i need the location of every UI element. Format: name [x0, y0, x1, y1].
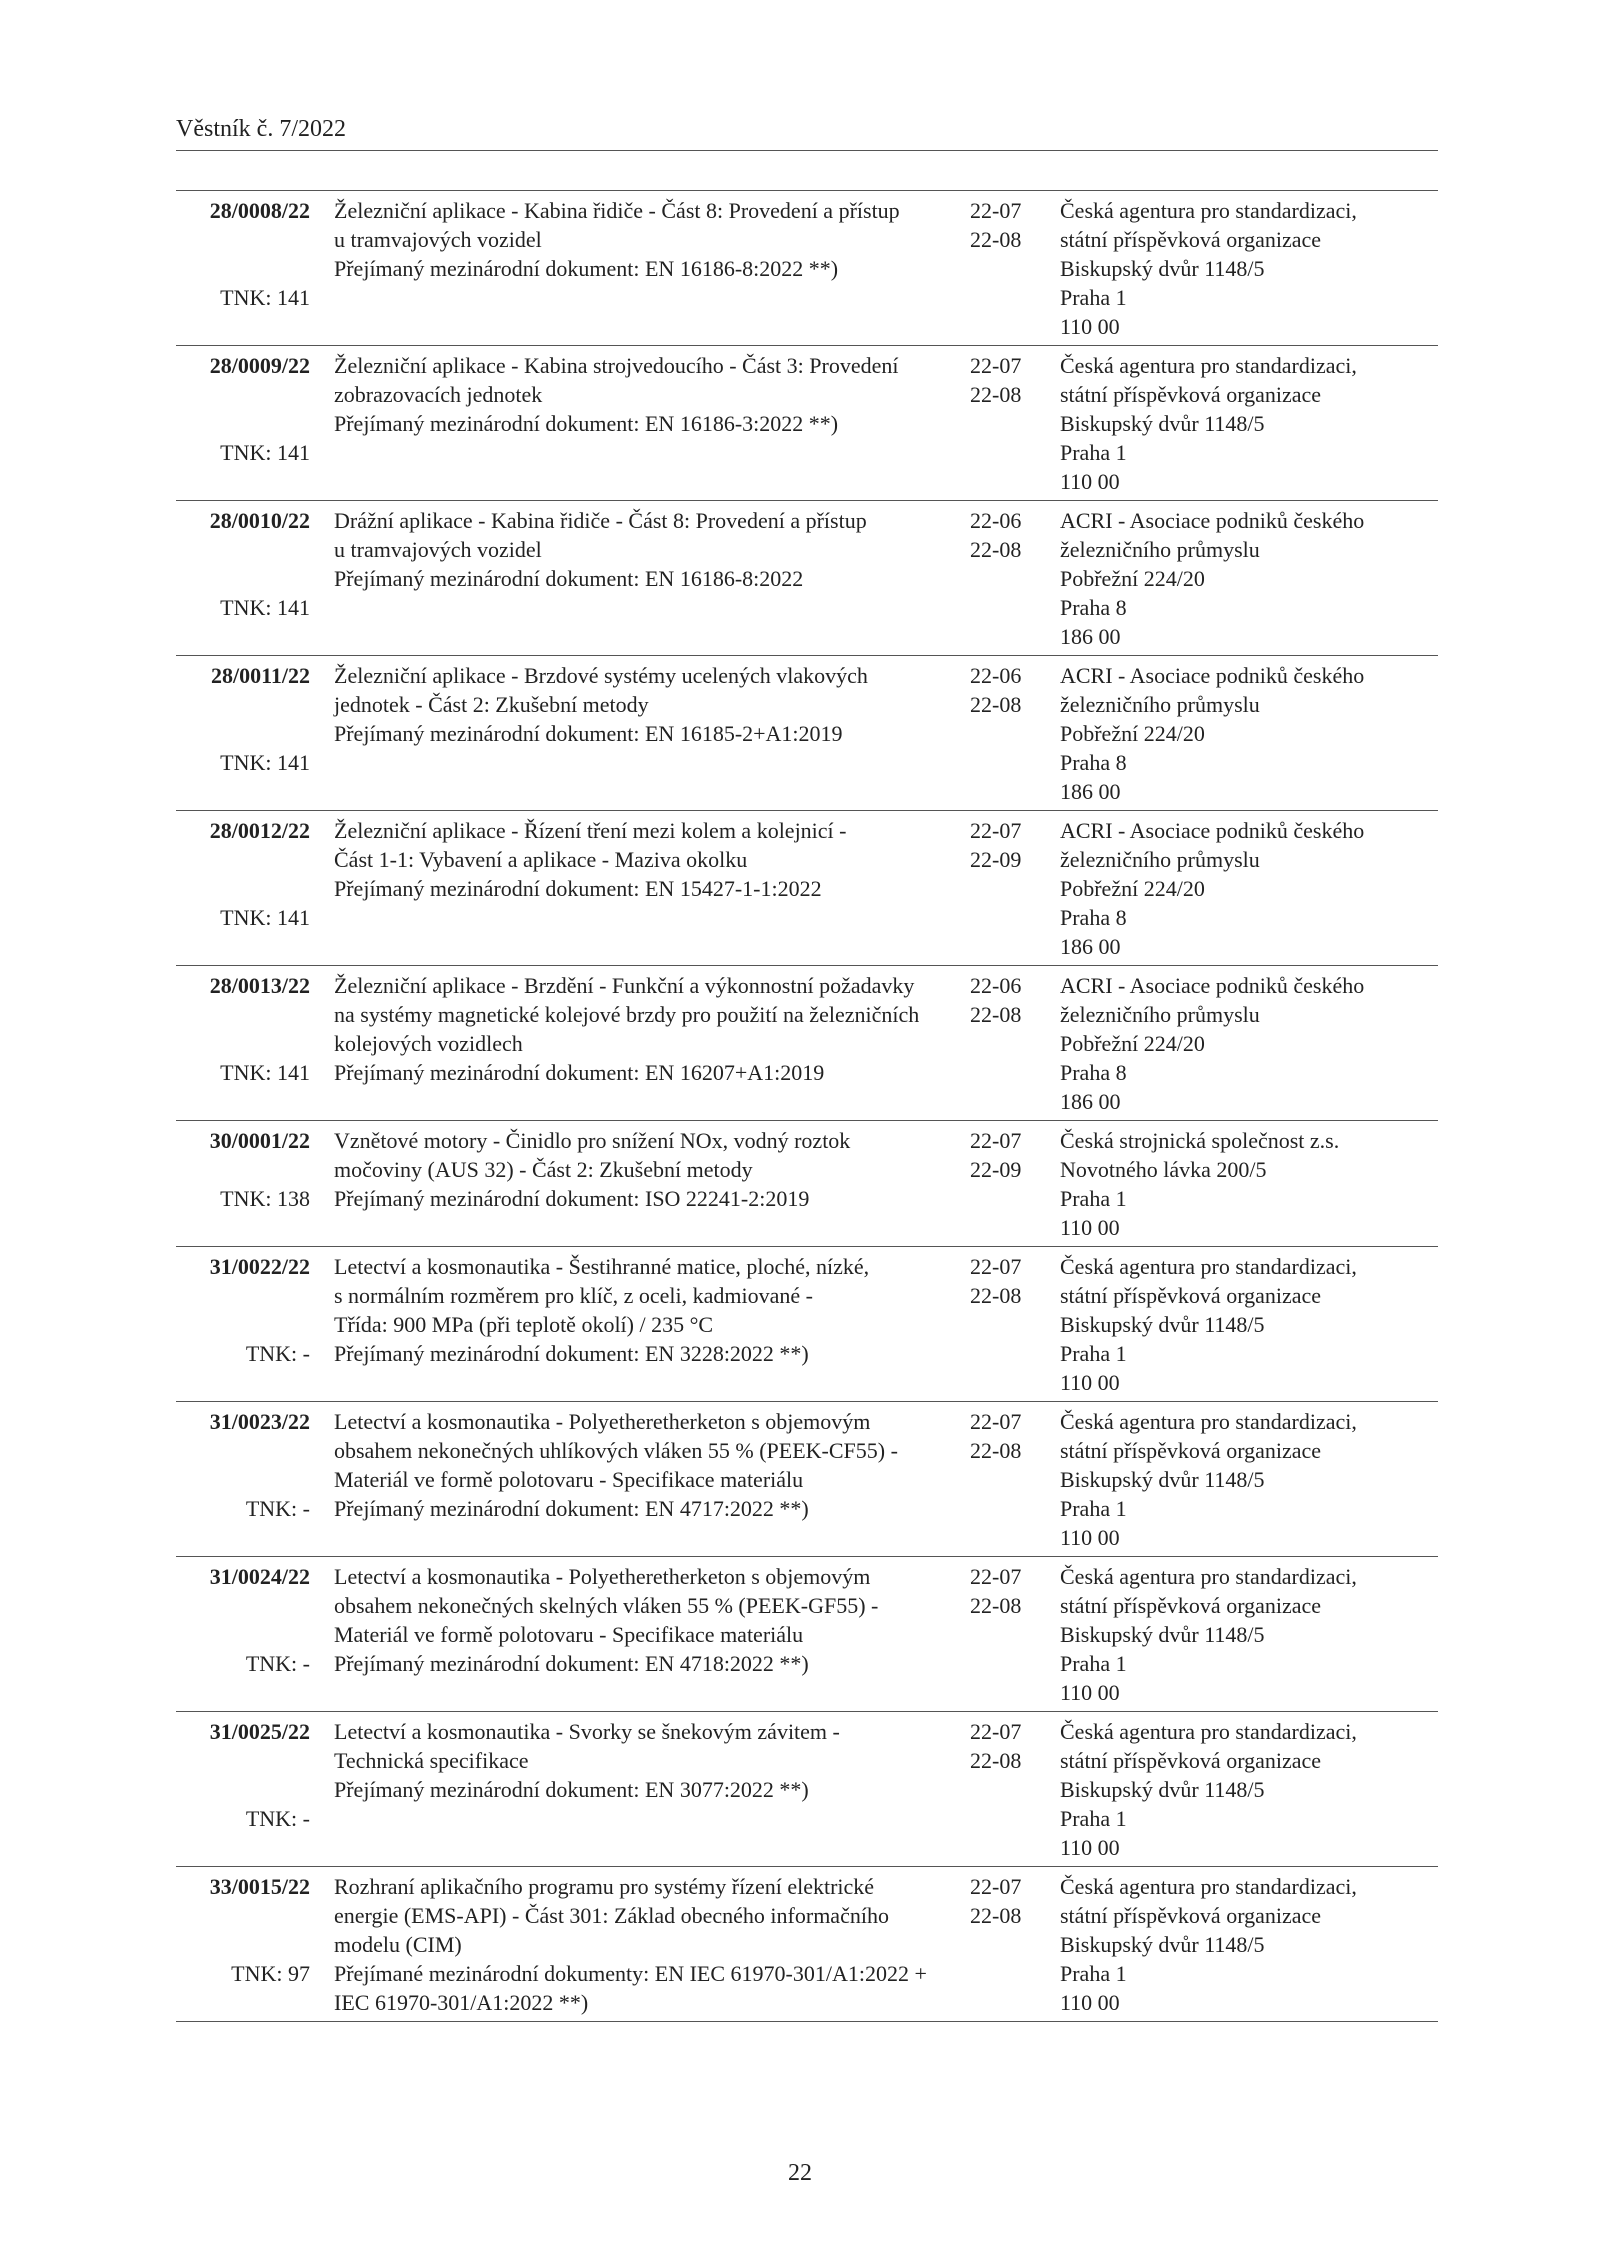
table-row	[176, 501, 1438, 656]
record-id-cell	[176, 1407, 314, 1552]
organization-line: Praha 1	[1060, 1186, 1127, 1211]
organization-line: železničního průmyslu	[1060, 847, 1260, 872]
title-line: obsahem nekonečných skelných vláken 55 % (PEEK-GF55) -	[334, 1593, 879, 1618]
organization-cell	[1060, 1872, 1438, 2017]
title-line: energie (EMS-API) - Část 301: Základ obecného informačního	[334, 1903, 889, 1928]
organization-line: železničního průmyslu	[1060, 537, 1260, 562]
title-line: Přejímaný mezinárodní dokument: EN 15427-1-1:2022	[334, 876, 822, 901]
organization-line: Česká agentura pro standardizaci,	[1060, 1254, 1357, 1279]
title-line: u tramvajových vozidel	[334, 227, 542, 252]
dates-cell	[970, 661, 1052, 806]
dates-cell	[970, 196, 1052, 341]
organization-cell	[1060, 1252, 1438, 1397]
organization-line: 186 00	[1060, 1089, 1121, 1114]
record-id-cell	[176, 1562, 314, 1707]
date-value: 22-07	[970, 1254, 1022, 1279]
title-cell	[334, 1126, 934, 1242]
date-value: 22-07	[970, 353, 1022, 378]
title-line: Přejímaný mezinárodní dokument: EN 16186-3:2022 **)	[334, 411, 839, 436]
record-number: 31/0023/22	[209, 1409, 310, 1434]
title-line: Přejímané mezinárodní dokumenty: EN IEC 61970-301/A1:2022 +	[334, 1961, 927, 1986]
organization-cell	[1060, 1126, 1438, 1242]
table-row	[176, 656, 1438, 811]
record-id-cell	[176, 196, 314, 341]
record-number: 31/0025/22	[209, 1719, 310, 1744]
title-line: u tramvajových vozidel	[334, 537, 542, 562]
page-header: Věstník č. 7/2022	[176, 114, 1438, 151]
organization-cell	[1060, 816, 1438, 961]
title-cell	[334, 1252, 934, 1397]
organization-line: Praha 1	[1060, 1961, 1127, 1986]
organization-line: Česká agentura pro standardizaci,	[1060, 198, 1357, 223]
title-line: obsahem nekonečných uhlíkových vláken 55 % (PEEK-CF55) -	[334, 1438, 898, 1463]
dates-cell	[970, 1717, 1052, 1862]
title-line: kolejových vozidlech	[334, 1031, 523, 1056]
record-id-cell	[176, 351, 314, 496]
record-number: 31/0024/22	[209, 1564, 310, 1589]
organization-line: ACRI - Asociace podniků českého	[1060, 508, 1365, 533]
organization-line: ACRI - Asociace podniků českého	[1060, 973, 1365, 998]
title-line: Přejímaný mezinárodní dokument: EN 16186-8:2022 **)	[334, 256, 839, 281]
date-value: 22-09	[970, 1157, 1022, 1182]
title-line: Železniční aplikace - Brzdění - Funkční a výkonnostní požadavky	[334, 973, 915, 998]
title-line: Letectví a kosmonautika - Šestihranné matice, ploché, nízké,	[334, 1254, 870, 1279]
title-line: Letectví a kosmonautika - Polyetheretherketon s objemovým	[334, 1409, 871, 1434]
title-line: Letectví a kosmonautika - Svorky se šnekovým závitem -	[334, 1719, 840, 1744]
date-value: 22-07	[970, 818, 1022, 843]
organization-line: 110 00	[1060, 1525, 1120, 1550]
record-id-cell	[176, 1717, 314, 1862]
organization-line: Praha 1	[1060, 1651, 1127, 1676]
organization-cell	[1060, 351, 1438, 496]
title-cell	[334, 506, 934, 651]
date-value: 22-07	[970, 1564, 1022, 1589]
organization-line: Česká agentura pro standardizaci,	[1060, 1564, 1357, 1589]
title-line: IEC 61970-301/A1:2022 **)	[334, 1990, 589, 2015]
date-value: 22-07	[970, 1409, 1022, 1434]
record-number: 28/0008/22	[209, 198, 310, 223]
title-line: Část 1-1: Vybavení a aplikace - Maziva okolku	[334, 847, 748, 872]
title-line: Přejímaný mezinárodní dokument: ISO 22241-2:2019	[334, 1186, 810, 1211]
organization-line: státní příspěvková organizace	[1060, 382, 1322, 407]
organization-line: Pobřežní 224/20	[1060, 566, 1205, 591]
date-value: 22-06	[970, 973, 1022, 998]
date-value: 22-08	[970, 1438, 1022, 1463]
title-cell	[334, 1872, 934, 2017]
table-row	[176, 1712, 1438, 1867]
organization-line: Praha 8	[1060, 595, 1127, 620]
title-line: močoviny (AUS 32) - Část 2: Zkušební metody	[334, 1157, 753, 1182]
date-value: 22-06	[970, 508, 1022, 533]
title-line: Materiál ve formě polotovaru - Specifikace materiálu	[334, 1467, 804, 1492]
table-row	[176, 346, 1438, 501]
tnk-label: TNK: 97	[231, 1961, 310, 1986]
organization-cell	[1060, 1717, 1438, 1862]
record-number: 33/0015/22	[209, 1874, 310, 1899]
table-row	[176, 1247, 1438, 1402]
table-row	[176, 811, 1438, 966]
organization-line: 186 00	[1060, 624, 1121, 649]
organization-line: státní příspěvková organizace	[1060, 1593, 1322, 1618]
record-id-cell	[176, 661, 314, 806]
organization-line: 110 00	[1060, 1680, 1120, 1705]
organization-cell	[1060, 971, 1438, 1116]
tnk-label: TNK: 141	[220, 1060, 310, 1085]
title-line: Drážní aplikace - Kabina řidiče - Část 8: Provedení a přístup	[334, 508, 867, 533]
tnk-label: TNK: -	[245, 1496, 310, 1521]
record-number: 30/0001/22	[209, 1128, 310, 1153]
date-value: 22-08	[970, 227, 1022, 252]
record-id-cell	[176, 506, 314, 651]
organization-line: státní příspěvková organizace	[1060, 1903, 1322, 1928]
title-line: zobrazovacích jednotek	[334, 382, 543, 407]
title-cell	[334, 971, 934, 1116]
organization-line: Česká agentura pro standardizaci,	[1060, 1719, 1357, 1744]
organization-line: Pobřežní 224/20	[1060, 876, 1205, 901]
organization-cell	[1060, 1407, 1438, 1552]
title-line: na systémy magnetické kolejové brzdy pro použití na železničních	[334, 1002, 920, 1027]
date-value: 22-08	[970, 1593, 1022, 1618]
tnk-label: TNK: 141	[220, 750, 310, 775]
title-cell	[334, 1562, 934, 1707]
record-id-cell	[176, 816, 314, 961]
organization-line: Praha 8	[1060, 750, 1127, 775]
organization-line: Česká strojnická společnost z.s.	[1060, 1128, 1340, 1153]
date-value: 22-07	[970, 1719, 1022, 1744]
title-line: modelu (CIM)	[334, 1932, 462, 1957]
organization-line: Biskupský dvůr 1148/5	[1060, 1777, 1265, 1802]
title-cell	[334, 661, 934, 806]
organization-line: ACRI - Asociace podniků českého	[1060, 818, 1365, 843]
title-line: s normálním rozměrem pro klíč, z oceli, kadmiované -	[334, 1283, 813, 1308]
title-cell	[334, 1407, 934, 1552]
organization-line: státní příspěvková organizace	[1060, 1748, 1322, 1773]
organization-line: 110 00	[1060, 1215, 1120, 1240]
organization-line: Pobřežní 224/20	[1060, 1031, 1205, 1056]
title-cell	[334, 816, 934, 961]
tnk-label: TNK: 141	[220, 595, 310, 620]
date-value: 22-08	[970, 1002, 1022, 1027]
standards-table	[176, 190, 1438, 2022]
date-value: 22-08	[970, 537, 1022, 562]
organization-line: 110 00	[1060, 314, 1120, 339]
organization-line: 186 00	[1060, 779, 1121, 804]
organization-line: státní příspěvková organizace	[1060, 1438, 1322, 1463]
organization-line: Česká agentura pro standardizaci,	[1060, 353, 1357, 378]
tnk-label: TNK: 141	[220, 285, 310, 310]
tnk-label: TNK: 141	[220, 440, 310, 465]
record-number: 28/0013/22	[209, 973, 310, 998]
dates-cell	[970, 1252, 1052, 1397]
dates-cell	[970, 1407, 1052, 1552]
title-line: Železniční aplikace - Kabina řidiče - Část 8: Provedení a přístup	[334, 198, 900, 223]
date-value: 22-07	[970, 1128, 1022, 1153]
table-row	[176, 191, 1438, 346]
page-number: 22	[788, 2160, 812, 2186]
date-value: 22-07	[970, 198, 1022, 223]
organization-line: Praha 8	[1060, 905, 1127, 930]
organization-line: 110 00	[1060, 1990, 1120, 2015]
organization-line: 110 00	[1060, 1835, 1120, 1860]
title-line: Přejímaný mezinárodní dokument: EN 3077:2022 **)	[334, 1777, 809, 1802]
dates-cell	[970, 1562, 1052, 1707]
organization-line: Pobřežní 224/20	[1060, 721, 1205, 746]
organization-line: železničního průmyslu	[1060, 1002, 1260, 1027]
organization-line: Česká agentura pro standardizaci,	[1060, 1874, 1357, 1899]
organization-line: státní příspěvková organizace	[1060, 1283, 1322, 1308]
record-id-cell	[176, 971, 314, 1116]
organization-cell	[1060, 196, 1438, 341]
date-value: 22-08	[970, 1748, 1022, 1773]
tnk-label: TNK: -	[245, 1651, 310, 1676]
record-number: 28/0012/22	[209, 818, 310, 843]
record-id-cell	[176, 1252, 314, 1397]
organization-line: ACRI - Asociace podniků českého	[1060, 663, 1365, 688]
title-line: Železniční aplikace - Kabina strojvedoucího - Část 3: Provedení	[334, 353, 899, 378]
date-value: 22-08	[970, 1283, 1022, 1308]
date-value: 22-07	[970, 1874, 1022, 1899]
title-line: Přejímaný mezinárodní dokument: EN 16186-8:2022	[334, 566, 804, 591]
tnk-label: TNK: -	[245, 1341, 310, 1366]
title-line: Přejímaný mezinárodní dokument: EN 4717:2022 **)	[334, 1496, 809, 1521]
dates-cell	[970, 506, 1052, 651]
organization-line: 110 00	[1060, 469, 1120, 494]
title-line: Rozhraní aplikačního programu pro systémy řízení elektrické	[334, 1874, 875, 1899]
title-line: Železniční aplikace - Brzdové systémy ucelených vlakových	[334, 663, 868, 688]
record-id-cell	[176, 1872, 314, 2017]
dates-cell	[970, 971, 1052, 1116]
organization-line: státní příspěvková organizace	[1060, 227, 1322, 252]
organization-line: železničního průmyslu	[1060, 692, 1260, 717]
title-line: Železniční aplikace - Řízení tření mezi kolem a kolejnicí -	[334, 818, 847, 843]
table-row	[176, 1867, 1438, 2022]
organization-cell	[1060, 506, 1438, 651]
dates-cell	[970, 351, 1052, 496]
title-line: Vznětové motory - Činidlo pro snížení NOx, vodný roztok	[334, 1128, 851, 1153]
tnk-label: TNK: -	[245, 1806, 310, 1831]
organization-line: Praha 1	[1060, 440, 1127, 465]
title-line: Přejímaný mezinárodní dokument: EN 16207+A1:2019	[334, 1060, 825, 1085]
organization-line: Praha 1	[1060, 1806, 1127, 1831]
title-line: Technická specifikace	[334, 1748, 529, 1773]
title-line: jednotek - Část 2: Zkušební metody	[334, 692, 649, 717]
title-line: Letectví a kosmonautika - Polyetheretherketon s objemovým	[334, 1564, 871, 1589]
title-line: Přejímaný mezinárodní dokument: EN 4718:2022 **)	[334, 1651, 809, 1676]
organization-line: 110 00	[1060, 1370, 1120, 1395]
title-cell	[334, 1717, 934, 1862]
record-number: 28/0009/22	[209, 353, 310, 378]
dates-cell	[970, 1126, 1052, 1242]
title-cell	[334, 351, 934, 496]
record-id-cell	[176, 1126, 314, 1242]
organization-line: Novotného lávka 200/5	[1060, 1157, 1267, 1182]
record-number: 28/0011/22	[210, 663, 310, 688]
dates-cell	[970, 1872, 1052, 2017]
title-line: Třída: 900 MPa (při teplotě okolí) / 235 °C	[334, 1312, 714, 1337]
date-value: 22-06	[970, 663, 1022, 688]
date-value: 22-08	[970, 692, 1022, 717]
dates-cell	[970, 816, 1052, 961]
organization-line: Praha 1	[1060, 1496, 1127, 1521]
organization-line: Biskupský dvůr 1148/5	[1060, 411, 1265, 436]
date-value: 22-09	[970, 847, 1022, 872]
tnk-label: TNK: 141	[220, 905, 310, 930]
date-value: 22-08	[970, 382, 1022, 407]
tnk-label: TNK: 138	[220, 1186, 310, 1211]
organization-line: Biskupský dvůr 1148/5	[1060, 1467, 1265, 1492]
organization-cell	[1060, 661, 1438, 806]
organization-line: Praha 1	[1060, 1341, 1127, 1366]
title-line: Materiál ve formě polotovaru - Specifikace materiálu	[334, 1622, 804, 1647]
title-line: Přejímaný mezinárodní dokument: EN 16185-2+A1:2019	[334, 721, 843, 746]
table-row	[176, 1121, 1438, 1247]
organization-line: Praha 8	[1060, 1060, 1127, 1085]
table-row	[176, 1557, 1438, 1712]
organization-line: 186 00	[1060, 934, 1121, 959]
record-number: 31/0022/22	[209, 1254, 310, 1279]
organization-cell	[1060, 1562, 1438, 1707]
date-value: 22-08	[970, 1903, 1022, 1928]
organization-line: Biskupský dvůr 1148/5	[1060, 1312, 1265, 1337]
organization-line: Praha 1	[1060, 285, 1127, 310]
title-line: Přejímaný mezinárodní dokument: EN 3228:2022 **)	[334, 1341, 809, 1366]
organization-line: Biskupský dvůr 1148/5	[1060, 1932, 1265, 1957]
organization-line: Biskupský dvůr 1148/5	[1060, 1622, 1265, 1647]
title-cell	[334, 196, 934, 341]
table-row	[176, 966, 1438, 1121]
organization-line: Česká agentura pro standardizaci,	[1060, 1409, 1357, 1434]
organization-line: Biskupský dvůr 1148/5	[1060, 256, 1265, 281]
record-number: 28/0010/22	[209, 508, 310, 533]
table-row	[176, 1402, 1438, 1557]
